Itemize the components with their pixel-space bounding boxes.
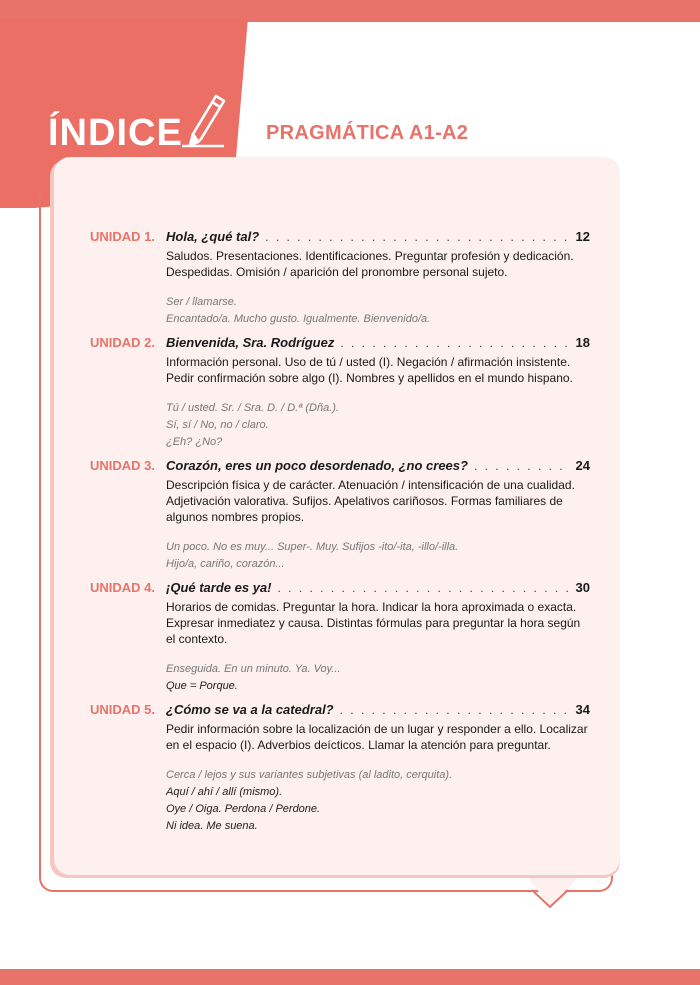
example-line: Encantado/a. Mucho gusto. Igualmente. Bienvenido/a. bbox=[166, 313, 431, 325]
unit-description: Información personal. Uso de tú / usted (I). Negación / afirmación insistente. Pedir confirmación sobre algo (I). Nombres y apellidos en el mundo hispano. bbox=[166, 355, 573, 385]
unit-examples bbox=[166, 539, 590, 573]
example-line: Hijo/a, cariño, corazón... bbox=[166, 558, 285, 570]
example-line: ¿Eh? ¿No? bbox=[166, 436, 223, 448]
dot-leader bbox=[265, 228, 569, 246]
dot-leader bbox=[340, 701, 570, 719]
toc-entry[interactable] bbox=[90, 334, 590, 352]
example-line: Oye / Oiga. Perdona / Perdone. bbox=[166, 803, 321, 815]
example-line: Ni idea. Me suena. bbox=[166, 820, 258, 832]
page-number: 18 bbox=[575, 335, 590, 350]
toc-entry[interactable] bbox=[90, 457, 590, 475]
index-title: ÍNDICE bbox=[48, 112, 183, 154]
page-number: 24 bbox=[575, 458, 590, 473]
toc-entry[interactable] bbox=[90, 701, 590, 719]
example-line: Enseguida. En un minuto. Ya. Voy... bbox=[166, 663, 341, 675]
page-number: 34 bbox=[575, 702, 590, 717]
unit-description: Saludos. Presentaciones. Identificaciones. Preguntar profesión y dedicación. Despedidas. Omisión / aparición del pronombre personal sujeto. bbox=[166, 249, 574, 279]
bottom-border-bar bbox=[0, 969, 700, 985]
unit-description: Horarios de comidas. Preguntar la hora. Indicar la hora aproximada o exacta. Expresar inmediatez y causa. Distintas fórmulas para preguntar la hora según el contexto. bbox=[166, 600, 581, 646]
unit-title: ¡Qué tarde es ya! bbox=[166, 580, 272, 595]
unit-examples bbox=[166, 661, 590, 695]
example-line: Aquí / ahí / allí (mismo). bbox=[166, 786, 283, 798]
example-line: Sí, sí / No, no / claro. bbox=[166, 419, 269, 431]
toc-entry[interactable] bbox=[90, 228, 590, 246]
table-of-contents bbox=[90, 228, 590, 841]
unit-label: UNIDAD 1. bbox=[90, 229, 156, 244]
pencil-icon bbox=[180, 90, 228, 148]
toc-unit-4 bbox=[90, 579, 590, 695]
unit-examples bbox=[166, 294, 590, 328]
unit-label: UNIDAD 3. bbox=[90, 458, 156, 473]
unit-label: UNIDAD 4. bbox=[90, 580, 156, 595]
unit-title: Bienvenida, Sra. Rodríguez bbox=[166, 335, 335, 350]
dot-leader bbox=[278, 579, 570, 597]
unit-label: UNIDAD 5. bbox=[90, 702, 156, 717]
page-subtitle: PRAGMÁTICA A1-A2 bbox=[266, 122, 469, 144]
page-number: 12 bbox=[575, 229, 590, 244]
dot-leader bbox=[340, 334, 569, 352]
unit-title: Hola, ¿qué tal? bbox=[166, 229, 260, 244]
unit-description: Pedir información sobre la localización de un lugar y responder a ello. Localizar en el espacio (I). Adverbios deícticos. Llamar la atención para preguntar. bbox=[166, 722, 588, 752]
unit-description: Descripción física y de carácter. Atenuación / intensificación de una cualidad. Adjetivación valorativa. Sufijos. Apelativos cariñosos. Formas familiares de algunos nombres propios. bbox=[166, 478, 575, 524]
unit-title: ¿Cómo se va a la catedral? bbox=[166, 702, 334, 717]
page-number: 30 bbox=[575, 580, 590, 595]
callout-notch bbox=[528, 878, 578, 908]
toc-unit-2 bbox=[90, 334, 590, 451]
toc-entry[interactable] bbox=[90, 579, 590, 597]
example-line: Tú / usted. Sr. / Sra. D. / D.ª (Dña.). bbox=[166, 402, 339, 414]
toc-unit-5 bbox=[90, 701, 590, 835]
toc-unit-3 bbox=[90, 457, 590, 573]
unit-examples bbox=[166, 767, 590, 835]
dot-leader bbox=[474, 457, 570, 475]
unit-label: UNIDAD 2. bbox=[90, 335, 156, 350]
example-line: Ser / llamarse. bbox=[166, 296, 237, 308]
example-line: Un poco. No es muy... Super-. Muy. Sufijos -ito/-ita, -illo/-illa. bbox=[166, 541, 459, 553]
unit-examples bbox=[166, 400, 590, 451]
toc-unit-1 bbox=[90, 228, 590, 328]
unit-title: Corazón, eres un poco desordenado, ¿no crees? bbox=[166, 458, 468, 473]
example-line: Cerca / lejos y sus variantes subjetivas (al ladito, cerquita). bbox=[166, 769, 453, 781]
example-line: Que = Porque. bbox=[166, 680, 238, 692]
